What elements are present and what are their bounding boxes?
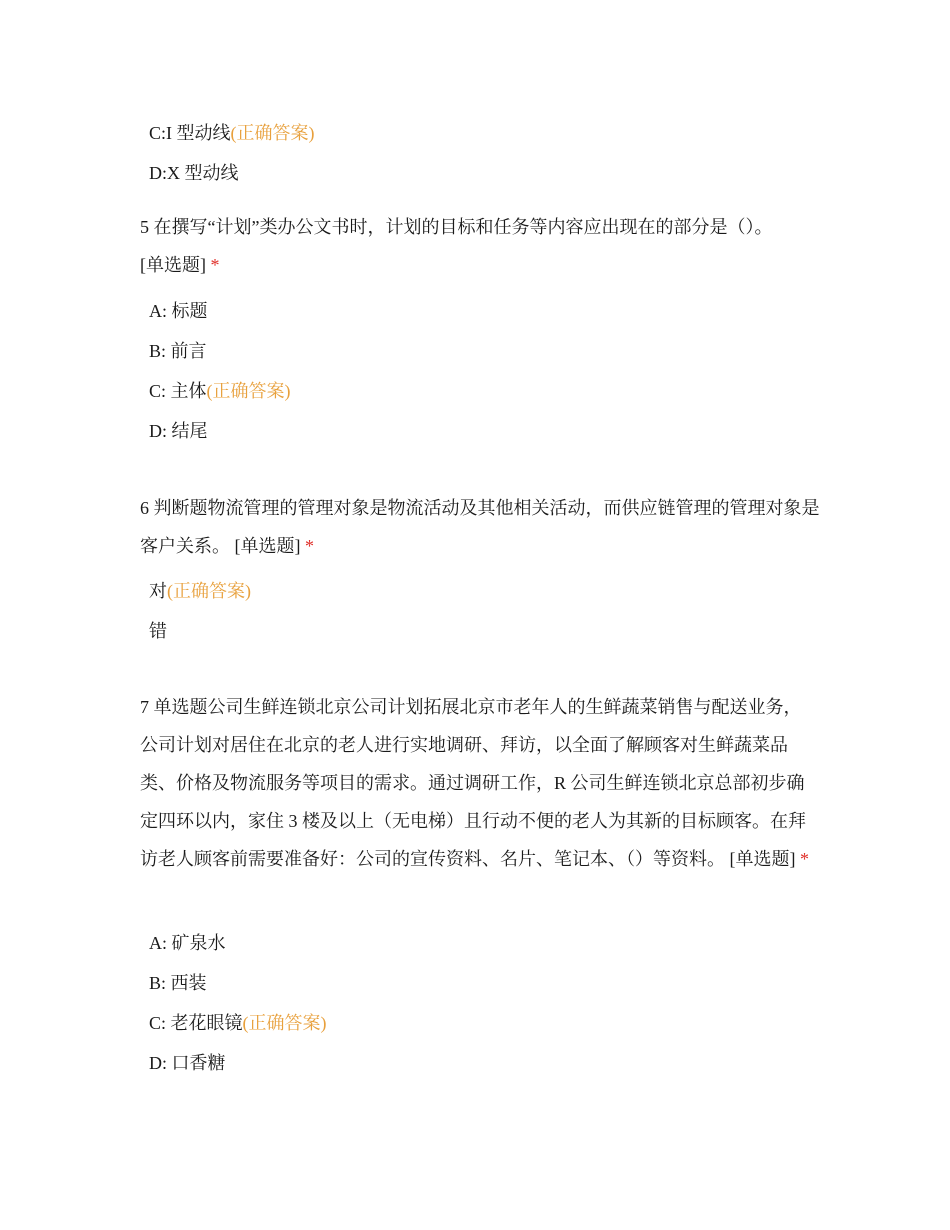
option-label: D: 口香糖 [149, 1053, 226, 1073]
option-label: B: 前言 [149, 341, 207, 361]
option-label: D: 结尾 [149, 421, 208, 441]
required-star: * [210, 255, 220, 275]
required-star: * [305, 536, 314, 556]
q7-option-d [149, 1051, 226, 1075]
q5-question-text [140, 208, 820, 284]
q7-option-c [149, 1011, 327, 1035]
question-type: [单选题] [234, 536, 301, 556]
q7-option-b [149, 971, 207, 995]
option-label: C: 主体 [149, 381, 207, 401]
q4-option-c [149, 121, 315, 145]
q7-option-a [149, 931, 226, 955]
option-label: C: 老花眼镜 [149, 1013, 243, 1033]
correct-answer-marker: (正确答案) [242, 1013, 327, 1033]
option-label: D:X 型动线 [149, 163, 239, 183]
correct-answer-marker: (正确答案) [206, 381, 291, 401]
q5-option-a [149, 299, 208, 323]
correct-answer-marker: (正确答案) [167, 581, 251, 601]
q6-option-false [149, 619, 167, 643]
q5-option-d [149, 419, 208, 443]
required-star: * [800, 849, 809, 869]
option-label: A: 标题 [149, 301, 208, 321]
correct-answer-marker: (正确答案) [230, 123, 315, 143]
q4-option-d [149, 161, 239, 185]
option-label: B: 西装 [149, 973, 207, 993]
question-stem: 6 判断题物流管理的管理对象是物流活动及其他相关活动，而供应链管理的管理对象是客户关系。 [140, 498, 820, 556]
option-label: 错 [149, 621, 167, 641]
q5-option-b [149, 339, 207, 363]
option-label: C:I 型动线 [149, 123, 231, 143]
q7-question-text [140, 688, 815, 878]
q6-option-true [149, 579, 251, 603]
question-type: [单选题] [729, 849, 796, 869]
q6-question-text [140, 489, 820, 565]
question-stem: 7 单选题公司生鲜连锁北京公司计划拓展北京市老年人的生鲜蔬菜销售与配送业务，公司计划对居住在北京的老人进行实地调研、拜访，以全面了解顾客对生鲜蔬菜品类、价格及物流服务等项目的需求。通过调研工作，R 公司生鲜连锁北京总部初步确定四环以内，家住 3 楼及以上（无电梯）且行动不便的老人为其新的目标顾客。在拜访老人顾客前需要准备好：公司的宣传资料、名片、笔记本、（）等资料。 [140, 697, 806, 869]
option-label: 对 [149, 581, 167, 601]
question-stem: 5 在撰写“计划”类办公文书时，计划的目标和任务等内容应出现在的部分是（）。 [140, 217, 773, 237]
question-type: [单选题] [140, 255, 206, 275]
q5-option-c [149, 379, 291, 403]
option-label: A: 矿泉水 [149, 933, 226, 953]
